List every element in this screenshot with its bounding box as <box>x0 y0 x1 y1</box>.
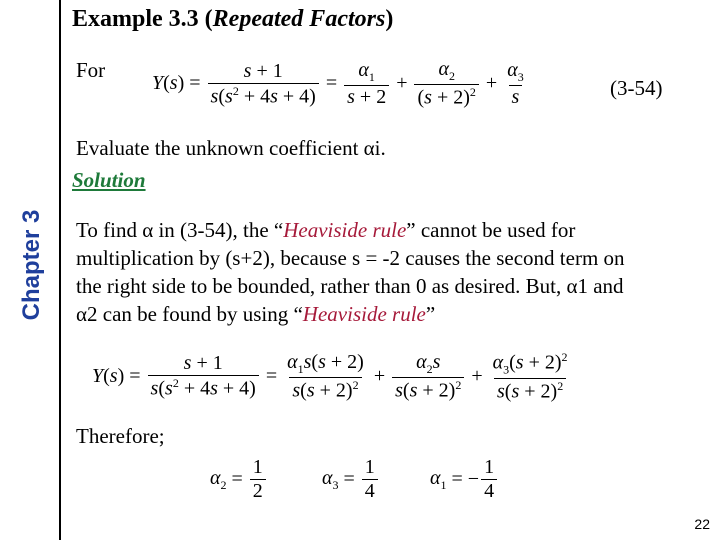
para-l4-a: α2 can be found by using “ <box>76 302 303 326</box>
evaluate-text: Evaluate the unknown coefficient αi. <box>76 136 386 160</box>
title-italic: Repeated Factors <box>212 6 386 32</box>
chapter-sidebar <box>0 0 60 540</box>
solution-label: Solution <box>72 168 146 192</box>
paragraph-line-3: the right side to be bounded, rather than 0 as desired. But, α1 and <box>76 274 624 298</box>
para-l1-b: ” cannot be used for <box>406 218 576 242</box>
para-l4-em: Heaviside rule <box>302 302 426 326</box>
chapter-label: Chapter 3 <box>18 209 45 321</box>
equation-number: (3-54) <box>610 76 663 100</box>
title-suffix: ) <box>385 6 394 32</box>
sidebar-divider <box>59 0 61 540</box>
title-prefix: Example 3.3 ( <box>72 6 213 32</box>
result-alpha1: $\alpha_1$ = − $\frac{1}{4}$ <box>430 456 499 503</box>
result-alpha3: $\alpha_3$ = $\frac{1}{4}$ <box>322 456 380 503</box>
para-l1-em: Heaviside rule <box>283 218 407 242</box>
page-number: 22 <box>694 516 710 532</box>
para-l1-a: To find α in (3-54), the “ <box>76 218 284 242</box>
para-l4-b: ” <box>425 302 436 326</box>
equation-expanded: Y(s) = $\frac{s + 1}{s(s^2 + 4s + 4)}$ = $\frac{\alpha_1s(s + 2)}{s(s + 2)^2}$ + $\frac{\alpha_2s}{s(s + 2)^2}$ + $\frac{\alpha_3(s + 2)^2}{s(s + 2)^2}$ <box>92 350 568 403</box>
paragraph-line-2: multiplication by (s+2), because s = -2 causes the second term on <box>76 246 625 270</box>
paragraph-line-1 <box>76 218 575 243</box>
paragraph-line-4 <box>76 302 435 327</box>
equation-main: Y(s) = $\frac{s + 1}{s(s^2 + 4s + 4)}$ = $\frac{\alpha_1}{s + 2}$ + $\frac{\alpha_2}{(s + 2)^2}$ + $\frac{\alpha_3}{s}$ <box>152 58 524 109</box>
for-label: For <box>76 58 106 82</box>
slide-title <box>72 6 393 33</box>
therefore-label: Therefore; <box>76 424 165 448</box>
result-alpha2: $\alpha_2$ = $\frac{1}{2}$ <box>210 456 268 503</box>
